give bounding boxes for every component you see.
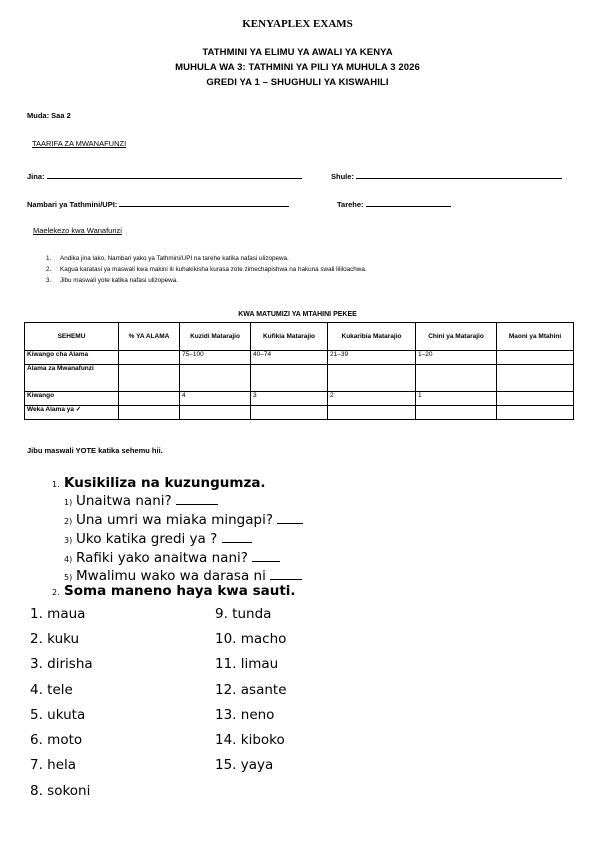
word-item: 15. yaya — [215, 757, 274, 773]
question-1-item: 4) Rafiki yako anaitwa nani? — [64, 550, 280, 566]
answer-blank[interactable] — [277, 515, 303, 524]
word-item: 3. dirisha — [30, 656, 93, 672]
header-cell: SEHEMU — [25, 323, 119, 351]
question-1-item: 2) Una umri wa miaka mingapi? — [64, 512, 303, 528]
marks-table-header-row — [25, 323, 574, 351]
row-label: Kiwango — [25, 392, 119, 406]
header-cell: Kukaribia Matarajio — [328, 323, 416, 351]
instructions-heading: Maelekezo kwa Wanafunzi — [33, 226, 122, 235]
marks-table — [24, 322, 574, 420]
answer-blank[interactable] — [222, 534, 252, 543]
table-cell[interactable] — [119, 406, 180, 420]
table-row — [25, 406, 574, 420]
word-item: 12. asante — [215, 682, 287, 698]
question-1-item: 1) Unaitwa nani? — [64, 493, 218, 509]
table-cell[interactable] — [180, 406, 251, 420]
header-cell: Kuzidi Matarajio — [180, 323, 251, 351]
table-cell[interactable] — [416, 406, 497, 420]
word-item: 2. kuku — [30, 631, 80, 647]
table-cell: 40–74 — [251, 351, 328, 365]
exam-title-line2: MUHULA WA 3: TATHMINI YA PILI YA MUHULA 3 2026 — [175, 62, 420, 73]
word-item: 8. sokoni — [30, 783, 91, 799]
header-cell: Kufikia Matarajio — [251, 323, 328, 351]
header-cell: Maoni ya Mtahini — [497, 323, 574, 351]
row-label: Alama za Mwanafunzi — [25, 365, 119, 392]
date-field-row — [337, 198, 451, 209]
answer-blank[interactable] — [176, 496, 218, 505]
row-label: Kiwango cha Alama — [25, 351, 119, 365]
table-cell: 75–100 — [180, 351, 251, 365]
instruction-item: 2. Kagua karatasi ya maswali kwa makini ili kuhakikisha kurasa zote zimechapishwa na hakuna swali lililoachwa. — [46, 266, 367, 273]
word-item: 1. maua — [30, 606, 86, 622]
table-cell[interactable] — [119, 365, 180, 392]
word-item: 4. tele — [30, 682, 73, 698]
instruction-item: 1. Andika jina lako, Nambari yako ya Tathmini/UPI na tarehe katika nafasi ulizopewa. — [46, 255, 289, 262]
exam-title-line3: GREDI YA 1 – SHUGHULI YA KISWAHILI — [206, 77, 389, 88]
word-item: 10. macho — [215, 631, 287, 647]
table-cell: 3 — [251, 392, 328, 406]
date-blank[interactable] — [366, 198, 451, 207]
question-1-item: 3) Uko katika gredi ya ? — [64, 531, 252, 547]
table-row — [25, 392, 574, 406]
table-cell: 1–20 — [416, 351, 497, 365]
exam-brand: KENYAPLEX EXAMS — [242, 18, 353, 30]
answer-blank[interactable] — [270, 571, 302, 580]
question-2-title: 2. Soma maneno haya kwa sauti. — [52, 583, 296, 599]
school-field-row — [331, 170, 562, 181]
word-item: 7. hela — [30, 757, 77, 773]
id-field-row — [27, 198, 289, 209]
table-cell[interactable] — [328, 365, 416, 392]
header-cell: % YA ALAMA — [119, 323, 180, 351]
table-cell[interactable] — [497, 406, 574, 420]
exam-title-line1: TATHMINI YA ELIMU YA AWALI YA KENYA — [202, 47, 393, 58]
school-label: Shule: — [331, 172, 354, 181]
id-blank[interactable] — [119, 198, 289, 207]
name-field-row — [27, 170, 302, 181]
row-label: Weka Alama ya ✓ — [25, 406, 119, 420]
question-1-item: 5) Mwalimu wako wa darasa ni — [64, 568, 302, 584]
marks-table-title: KWA MATUMIZI YA MTAHINI PEKEE — [238, 311, 357, 318]
word-item: 6. moto — [30, 732, 83, 748]
table-cell[interactable] — [328, 406, 416, 420]
word-item: 13. neno — [215, 707, 275, 723]
table-cell[interactable] — [251, 365, 328, 392]
table-cell: 2 — [328, 392, 416, 406]
table-row — [25, 351, 574, 365]
word-item: 14. kiboko — [215, 732, 285, 748]
table-cell[interactable] — [416, 365, 497, 392]
word-item: 9. tunda — [215, 606, 272, 622]
word-item: 5. ukuta — [30, 707, 86, 723]
table-cell — [119, 351, 180, 365]
table-cell — [497, 392, 574, 406]
section-instruction: Jibu maswali YOTE katika sehemu hii. — [27, 446, 163, 455]
table-cell — [119, 392, 180, 406]
instruction-item: 3. Jibu maswali yote katika nafasi ulizopewa. — [46, 277, 178, 284]
header-cell: Chini ya Matarajio — [416, 323, 497, 351]
table-cell[interactable] — [251, 406, 328, 420]
date-label: Tarehe: — [337, 200, 364, 209]
table-cell[interactable] — [497, 365, 574, 392]
table-cell — [497, 351, 574, 365]
word-item: 11. limau — [215, 656, 279, 672]
table-cell: 4 — [180, 392, 251, 406]
name-label: Jina: — [27, 172, 45, 181]
table-row — [25, 365, 574, 392]
id-label: Nambari ya Tathmini/UPI: — [27, 200, 118, 209]
table-cell[interactable] — [180, 365, 251, 392]
question-1-title: 1. Kusikiliza na kuzungumza. — [52, 475, 266, 491]
duration: Muda: Saa 2 — [27, 111, 71, 120]
table-cell: 21–39 — [328, 351, 416, 365]
school-blank[interactable] — [356, 170, 562, 179]
student-info-heading: TAARIFA ZA MWANAFUNZI — [32, 139, 127, 148]
answer-blank[interactable] — [252, 553, 280, 562]
name-blank[interactable] — [47, 170, 302, 179]
table-cell: 1 — [416, 392, 497, 406]
